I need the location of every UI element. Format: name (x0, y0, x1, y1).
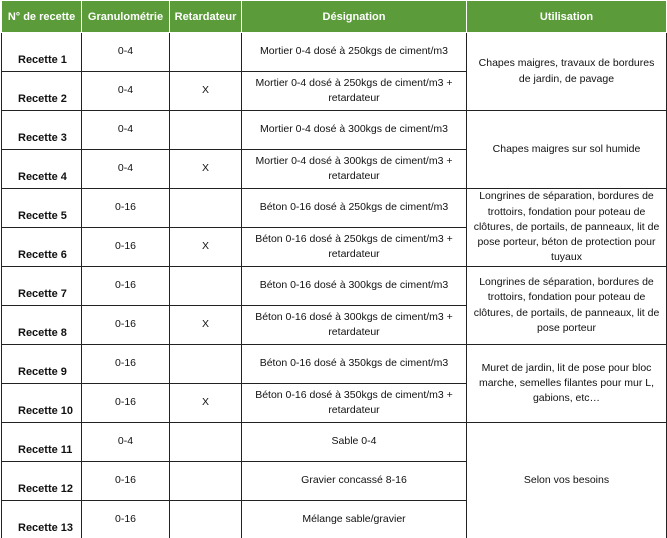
retarder-cell: X (170, 72, 242, 111)
table-row (2, 189, 667, 228)
usage-cell: Longrines de séparation, bordures de trottoirs, fondation pour poteau de clôtures, de portails, de panneaux, lit de pose porteur (467, 267, 667, 345)
header-designation: Désignation (242, 1, 467, 33)
recipe-table-body (2, 33, 667, 538)
table-row (2, 423, 667, 462)
recipe-number-cell: Recette 2 (2, 72, 82, 111)
granulometry-cell: 0-16 (82, 501, 170, 538)
designation-cell: Béton 0-16 dosé à 350kgs de ciment/m3 (242, 345, 467, 384)
usage-cell: Chapes maigres, travaux de bordures de jardin, de pavage (467, 33, 667, 111)
retarder-cell (170, 111, 242, 150)
table-row (2, 111, 667, 150)
granulometry-cell: 0-4 (82, 33, 170, 72)
designation-cell: Mortier 0-4 dosé à 300kgs de ciment/m3 (242, 111, 467, 150)
recipe-number-cell: Recette 9 (2, 345, 82, 384)
designation-cell: Mortier 0-4 dosé à 300kgs de ciment/m3 + retardateur (242, 150, 467, 189)
recipe-table (1, 0, 667, 538)
granulometry-cell: 0-16 (82, 267, 170, 306)
recipe-number-cell: Recette 1 (2, 33, 82, 72)
header-recipe-no: N° de recette (2, 1, 82, 33)
retarder-cell: X (170, 306, 242, 345)
granulometry-cell: 0-16 (82, 306, 170, 345)
retarder-cell (170, 189, 242, 228)
recipe-number-cell: Recette 11 (2, 423, 82, 462)
designation-cell: Gravier concassé 8-16 (242, 462, 467, 501)
designation-cell: Mortier 0-4 dosé à 250kgs de ciment/m3 (242, 33, 467, 72)
usage-cell: Selon vos besoins (467, 423, 667, 538)
retarder-cell (170, 33, 242, 72)
recipe-number-cell: Recette 5 (2, 189, 82, 228)
table-row (2, 33, 667, 72)
granulometry-cell: 0-16 (82, 345, 170, 384)
granulometry-cell: 0-4 (82, 423, 170, 462)
designation-cell: Mélange sable/gravier (242, 501, 467, 538)
retarder-cell (170, 462, 242, 501)
granulometry-cell: 0-16 (82, 462, 170, 501)
designation-cell: Sable 0-4 (242, 423, 467, 462)
retarder-cell (170, 423, 242, 462)
designation-cell: Mortier 0-4 dosé à 250kgs de ciment/m3 + retardateur (242, 72, 467, 111)
recipe-number-cell: Recette 12 (2, 462, 82, 501)
recipe-number-cell: Recette 8 (2, 306, 82, 345)
usage-cell: Longrines de séparation, bordures de trottoirs, fondation pour poteau de clôtures, de portails, de panneaux, lit de pose porteur, béton de protection pour tuyaux (467, 189, 667, 267)
table-row (2, 345, 667, 384)
retarder-cell: X (170, 150, 242, 189)
retarder-cell: X (170, 228, 242, 267)
header-usage: Utilisation (467, 1, 667, 33)
retarder-cell (170, 267, 242, 306)
header-row (2, 1, 667, 33)
designation-cell: Béton 0-16 dosé à 250kgs de ciment/m3 + retardateur (242, 228, 467, 267)
recipe-number-cell: Recette 4 (2, 150, 82, 189)
retarder-cell: X (170, 384, 242, 423)
recipe-number-cell: Recette 6 (2, 228, 82, 267)
designation-cell: Béton 0-16 dosé à 250kgs de ciment/m3 (242, 189, 467, 228)
usage-cell: Chapes maigres sur sol humide (467, 111, 667, 189)
usage-cell: Muret de jardin, lit de pose pour bloc marche, semelles filantes pour mur L, gabions, etc… (467, 345, 667, 423)
designation-cell: Béton 0-16 dosé à 350kgs de ciment/m3 + retardateur (242, 384, 467, 423)
recipe-number-cell: Recette 7 (2, 267, 82, 306)
granulometry-cell: 0-4 (82, 150, 170, 189)
granulometry-cell: 0-16 (82, 228, 170, 267)
recipe-number-cell: Recette 10 (2, 384, 82, 423)
recipe-number-cell: Recette 13 (2, 501, 82, 538)
granulometry-cell: 0-4 (82, 72, 170, 111)
retarder-cell (170, 501, 242, 538)
header-retarder: Retardateur (170, 1, 242, 33)
retarder-cell (170, 345, 242, 384)
recipe-number-cell: Recette 3 (2, 111, 82, 150)
granulometry-cell: 0-16 (82, 384, 170, 423)
granulometry-cell: 0-4 (82, 111, 170, 150)
designation-cell: Béton 0-16 dosé à 300kgs de ciment/m3 + retardateur (242, 306, 467, 345)
header-granulometry: Granulométrie (82, 1, 170, 33)
table-row (2, 267, 667, 306)
granulometry-cell: 0-16 (82, 189, 170, 228)
designation-cell: Béton 0-16 dosé à 300kgs de ciment/m3 (242, 267, 467, 306)
